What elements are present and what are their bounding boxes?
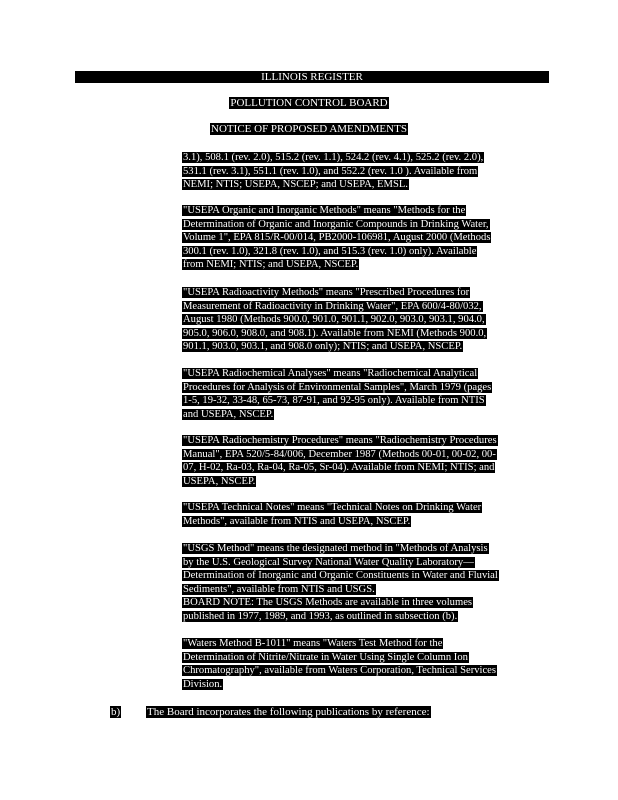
notice-title: NOTICE OF PROPOSED AMENDMENTS (211, 123, 407, 135)
subsection-b-label: b) (111, 706, 121, 718)
subsection-b-text: The Board incorporates the following publications by reference: (147, 706, 430, 718)
paragraph-usepa-radiochemical: "USEPA Radiochemical Analyses" means "Radiochemical Analytical Procedures for Analysis of Environmental Samples", March 1979 (pages 1-5, 19-32, 33-48, 65-73, 87-91, and 92-95 only). Available from NTIS and USEPA, NSCEP. (183, 368, 492, 420)
paragraph-usepa-radioactivity: "USEPA Radioactivity Methods" means "Prescribed Procedures for Measurement of Radioactivity in Drinking Water", EPA 600/4-80/032, August 1980 (Methods 900.0, 901.0, 901.1, 902.0, 903.0, 903.1, 904.0, 905.0, 906.0, 908.0, and 908.1). Available from NEMI (Methods 900.0, 901.1, 903.0, 903.1, and 908.0 only); NTIS; and USEPA, NSCEP. (183, 287, 487, 352)
paragraph-usepa-radiochemistry: "USEPA Radiochemistry Procedures" means "Radiochemistry Procedures Manual", EPA 520/5-84/006, December 1987 (Methods 00-01, 00-02, 00- 07, H-02, Ra-03, Ra-04, Ra-05, Sr-04). Available from NEMI; NTIS; and USEPA, NSCEP. (183, 435, 497, 487)
register-title: ILLINOIS REGISTER (261, 71, 363, 83)
paragraph-usepa-technical-notes: "USEPA Technical Notes" means "Technical Notes on Drinking Water Methods", available from NTIS and USEPA, NSCEP. (183, 502, 482, 527)
paragraph-waters-method: "Waters Method B-1011" means "Waters Test Method for the Determination of Nitrite/Nitrate in Water Using Single Column Ion Chromatography", available from Waters Corporation, Technical Services Division. (183, 638, 496, 690)
paragraph-methods-continued: 3.1), 508.1 (rev. 2.0), 515.2 (rev. 1.1), 524.2 (rev. 4.1), 525.2 (rev. 2.0), 531.1 (rev. 3.1), 551.1 (rev. 1.0), and 552.2 (rev. 1.0 ). Available from NEMI; NTIS; USEPA, NSCEP; and USEPA, EMSL. (183, 152, 484, 190)
paragraph-usepa-organic-inorganic: "USEPA Organic and Inorganic Methods" means "Methods for the Determination of Organic and Inorganic Compounds in Drinking Water, Volume 1", EPA 815/R-00/014, PB2000-106981, August 2000 (Methods 300.1 (rev. 1.0), 321.8 (rev. 1.0), and 515.3 (rev. 1.0) only). Available from NEMI; NTIS; and USEPA, NSCEP. (183, 205, 491, 270)
paragraph-usgs-method: "USGS Method" means the designated method in "Methods of Analysis by the U.S. Geological Survey National Water Quality Laboratory— Determination of Inorganic and Organic Constituents in Water and Fluvial Sediments", available from NTIS and USGS. BOARD NOTE: The USGS Methods are available in three volumes published in 1977, 1989, and 1993, as outlined in subsection (b). (183, 543, 498, 622)
board-title: POLLUTION CONTROL BOARD (230, 97, 388, 109)
